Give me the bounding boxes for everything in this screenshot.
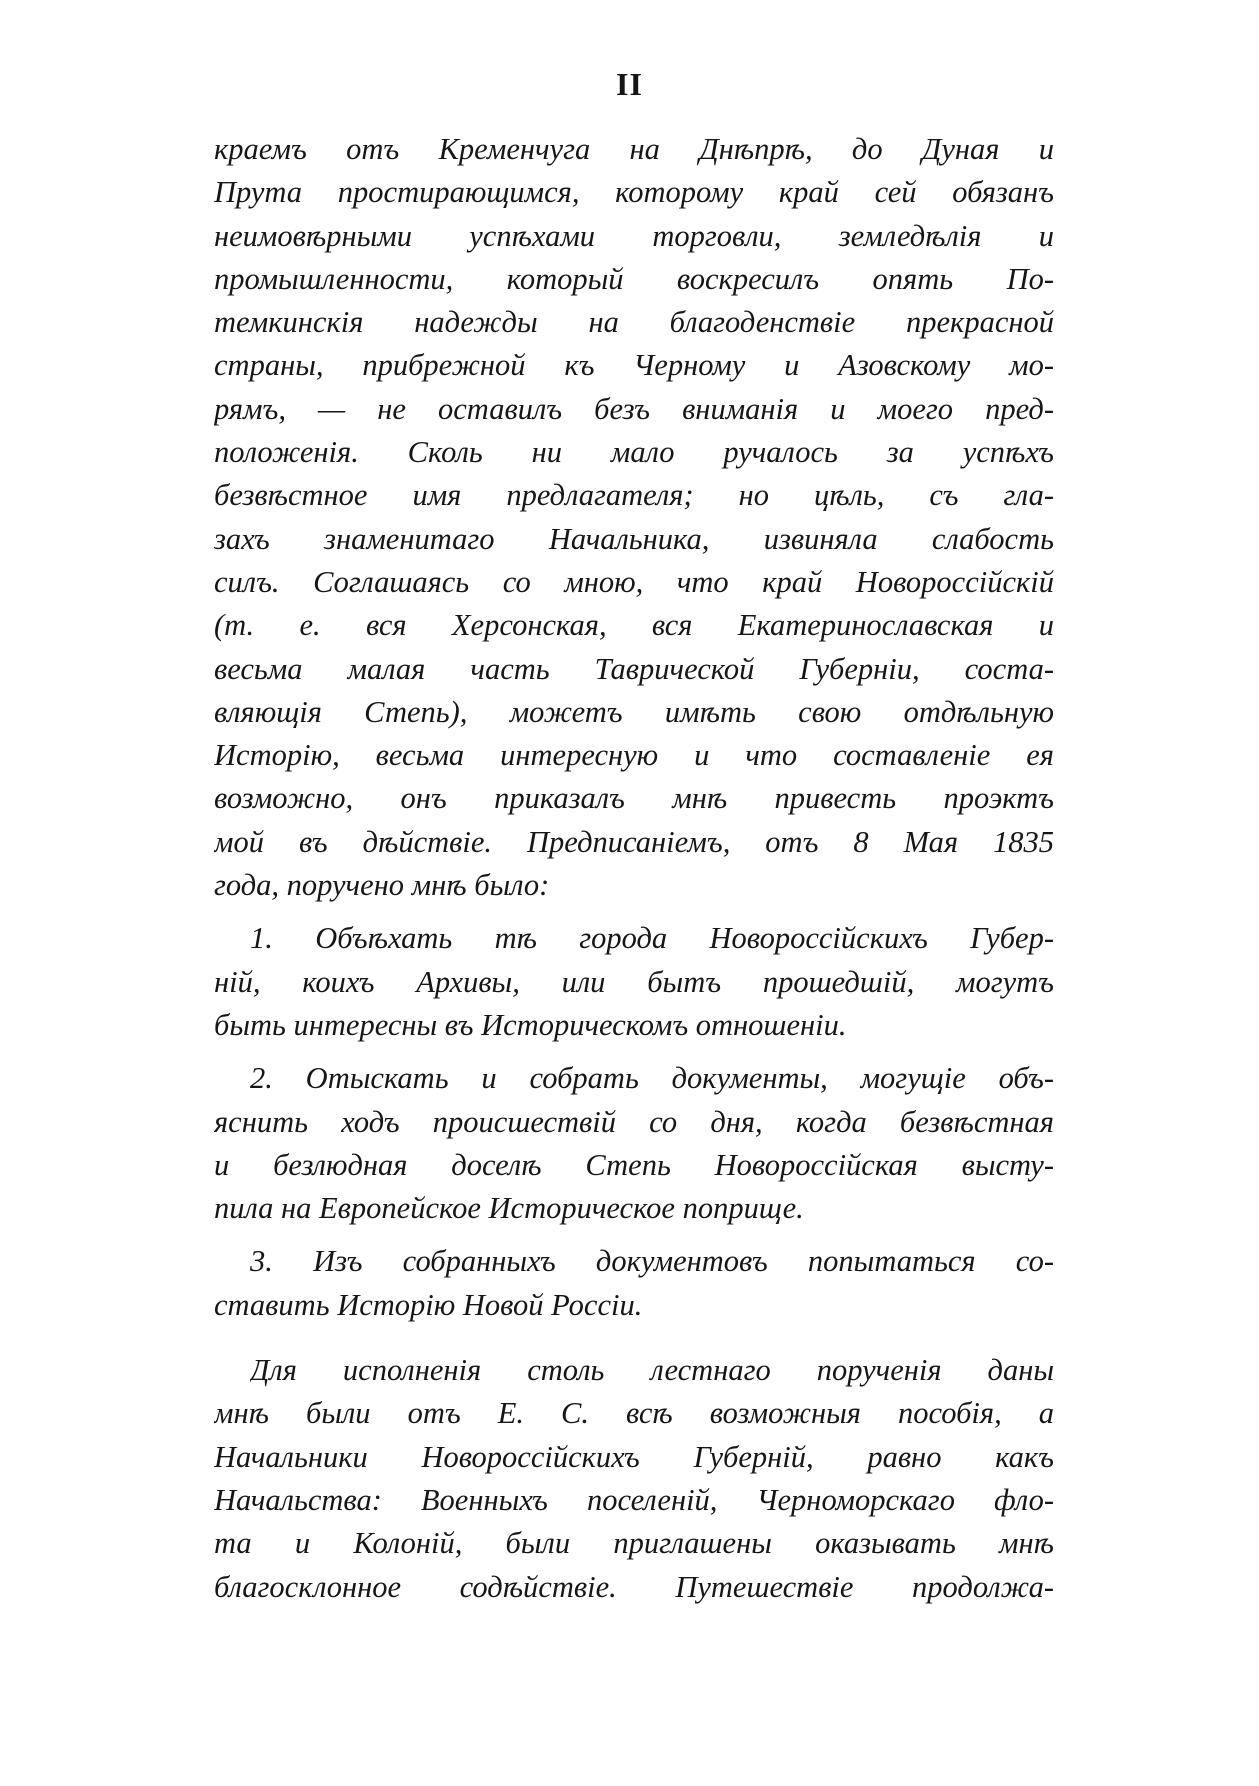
text-line: благосклонное содѣйствіе. Путешествіе продолжа- xyxy=(214,1569,1054,1604)
text-line: страны, прибрежной къ Черному и Азовскому мо- xyxy=(214,348,1054,383)
text-line: неимовѣрными успѣхами торговли, земледѣлія и xyxy=(214,218,1054,253)
text-line: темкинскія надежды на благоденствіе прекрасной xyxy=(214,305,1054,340)
text-line: Для исполненія столь лестнаго порученія даны xyxy=(250,1353,1054,1388)
text-line: 1. Объѣхать тѣ города Новороссійскихъ Губер- xyxy=(250,921,1054,956)
text-line: пила на Европейское Историческое поприще. xyxy=(214,1191,804,1226)
text-line: быть интересны въ Историческомъ отношеніи. xyxy=(214,1007,847,1042)
text-line: (т. е. вся Херсонская, вся Екатеринославская и xyxy=(214,608,1054,643)
paragraph-1 xyxy=(214,128,1054,907)
text-line: 3. Изъ собранныхъ документовъ попытаться со- xyxy=(250,1244,1054,1279)
text-line: рямъ, — не оставилъ безъ вниманія и моего пред- xyxy=(214,391,1054,426)
text-line: яснить ходъ происшествій со дня, когда безвѣстная xyxy=(214,1104,1054,1139)
paragraph-2-cont xyxy=(214,961,1054,1048)
text-line: силъ. Соглашаясь со мною, что край Новороссійскій xyxy=(214,564,1054,599)
text-line: и безлюдная доселѣ Степь Новороссійская высту- xyxy=(214,1147,1054,1182)
paragraph-4 xyxy=(214,1240,1054,1283)
paragraph-4-cont xyxy=(214,1284,1054,1327)
paragraph-3 xyxy=(214,1057,1054,1100)
text-line: захъ знаменитаго Начальника, извиняла слабость xyxy=(214,521,1054,556)
text-line: краемъ отъ Кременчуга на Днѣпрѣ, до Дуная и xyxy=(214,132,1054,166)
text-line: положенія. Сколь ни мало ручалось за успѣхъ xyxy=(214,435,1054,470)
paragraph-5 xyxy=(214,1349,1054,1392)
paragraph-2 xyxy=(214,917,1054,960)
text-line: промышленности, который воскресилъ опять По- xyxy=(214,261,1054,296)
text-line: та и Колоній, были приглашены оказывать мнѣ xyxy=(214,1526,1054,1561)
text-line: безвѣстное имя предлагателя; но цѣль, съ гла- xyxy=(214,478,1054,513)
page-number: II xyxy=(616,66,643,102)
text-line: ній, коихъ Архивы, или бытъ прошедшій, могутъ xyxy=(214,964,1054,999)
paragraph-5-cont xyxy=(214,1392,1054,1608)
text-line: мой въ дѣйствіе. Предписаніемъ, отъ 8 Мая 1835 xyxy=(214,824,1054,859)
text-line: года, поручено мнѣ было: xyxy=(214,868,550,903)
text-line: ставить Исторію Новой Россіи. xyxy=(214,1287,643,1322)
text-line: мнѣ были отъ Е. С. всѣ возможныя пособія, а xyxy=(214,1396,1054,1431)
text-line: Прута простирающимся, которому край сей обязанъ xyxy=(214,175,1054,210)
text-line: возможно, онъ приказалъ мнѣ привесть проэктъ xyxy=(214,781,1054,816)
text-line: весьма малая часть Таврической Губерніи, соста- xyxy=(214,651,1054,686)
text-line: Начальства: Военныхъ поселеній, Черноморскаго фло- xyxy=(214,1482,1054,1517)
paragraph-3-cont xyxy=(214,1101,1054,1231)
body-text xyxy=(214,128,1054,1609)
text-line: Исторію, весьма интересную и что составленіе ея xyxy=(214,738,1054,773)
text-line: 2. Отыскать и собрать документы, могущіе объ- xyxy=(250,1061,1054,1096)
text-line: вляющія Степь), можетъ имѣть свою отдѣльную xyxy=(214,694,1054,729)
text-line: Начальники Новороссійскихъ Губерній, равно какъ xyxy=(214,1439,1054,1474)
